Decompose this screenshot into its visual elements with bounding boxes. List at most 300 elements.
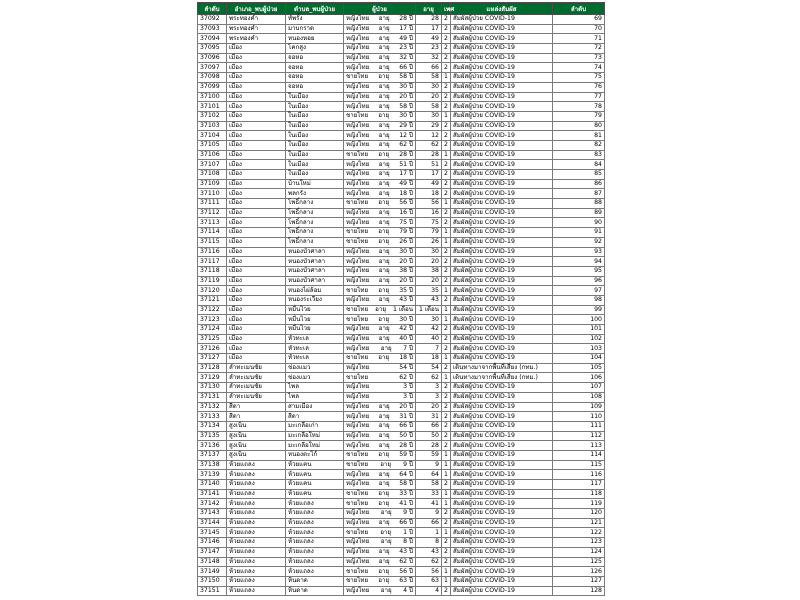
cell-sex: 2 [442, 295, 451, 305]
cell-patient [344, 286, 416, 296]
cell-exposure-source: สัมผัสผู้ป่วย COVID-19 [451, 286, 553, 296]
cell-district: เมือง [227, 121, 286, 131]
patient-age-text: 62 ปี [399, 373, 413, 381]
cell-subdistrict: โพธิ์กลาง [286, 208, 344, 218]
patient-age-text: 30 ปี [399, 315, 413, 323]
cell-sex: 2 [442, 518, 451, 528]
patient-sex-nationality: หญิงไทย [346, 131, 370, 139]
patient-text [346, 383, 413, 391]
patient-text [346, 199, 413, 207]
cell-age: 28 [416, 15, 442, 25]
patient-age-text: 18 ปี [399, 354, 413, 362]
cell-exposure-source: สัมผัสผู้ป่วย COVID-19 [451, 73, 553, 83]
cell-subdistrict: ไพล [286, 383, 344, 393]
patient-sex-nationality: หญิงไทย [346, 267, 370, 275]
patient-age-text: 58 ปี [399, 102, 413, 110]
cell-patient [344, 509, 416, 519]
cell-patient [344, 489, 416, 499]
table-row [198, 24, 605, 34]
cell-sex: 2 [442, 218, 451, 228]
cell-exposure-source: สัมผัสผู้ป่วย COVID-19 [451, 567, 553, 577]
patient-age-label: อายุ [378, 519, 390, 527]
cell-exposure-source: สัมผัสผู้ป่วย COVID-19 [451, 24, 553, 34]
cell-exposure-source: เดินทางมาจากพื้นที่เสี่ยง (กทม.) [451, 373, 553, 383]
table-row [198, 518, 605, 528]
header-sequence: ลำดับ [553, 3, 605, 15]
patient-sex-nationality: หญิงไทย [346, 121, 370, 129]
table-row [198, 480, 605, 490]
cell-patient [344, 470, 416, 480]
cell-exposure-source: สัมผัสผู้ป่วย COVID-19 [451, 208, 553, 218]
cell-sex: 2 [442, 179, 451, 189]
cell-sex: 2 [442, 34, 451, 44]
cell-patient [344, 82, 416, 92]
cell-district: ห้วยแถลง [227, 538, 286, 548]
cell-district: เมือง [227, 218, 286, 228]
cell-sequence: 111 [553, 421, 605, 431]
patient-text [346, 577, 413, 585]
cell-exposure-source: สัมผัสผู้ป่วย COVID-19 [451, 334, 553, 344]
patient-sex-nationality: ชายไทย [346, 354, 369, 362]
patient-age-text: 1 ปี [403, 528, 413, 536]
patient-age-label: อายุ [378, 335, 390, 343]
cell-subdistrict: ห้วยแคน [286, 480, 344, 490]
patient-sex-nationality: ชายไทย [346, 577, 369, 585]
patient-text [346, 83, 413, 91]
table-row [198, 402, 605, 412]
cell-sex: 1 [442, 489, 451, 499]
cell-patient [344, 528, 416, 538]
table-row [198, 63, 605, 73]
cell-district: ห้วยแถลง [227, 518, 286, 528]
cell-sex: 2 [442, 363, 451, 373]
cell-age: 17 [416, 170, 442, 180]
cell-sequence: 86 [553, 179, 605, 189]
cell-sex: 1 [442, 237, 451, 247]
cell-sex: 1 [442, 286, 451, 296]
cell-patient [344, 460, 416, 470]
patient-age-text: 20 ปี [399, 276, 413, 284]
table-row [198, 538, 605, 548]
cell-patient [344, 295, 416, 305]
cell-subdistrict: หนองบัวศาลา [286, 247, 344, 257]
cell-patient [344, 547, 416, 557]
cell-case-number: 37149 [198, 567, 227, 577]
header-district: อำเภอ_พบผู้ป่วย [227, 3, 286, 15]
cell-patient [344, 257, 416, 267]
table-row [198, 392, 605, 402]
cell-sex: 2 [442, 431, 451, 441]
cell-sex: 2 [442, 334, 451, 344]
cell-case-number: 37129 [198, 373, 227, 383]
cell-district: เมือง [227, 237, 286, 247]
cell-age: 12 [416, 131, 442, 141]
patient-age-text: 41 ปี [399, 499, 413, 507]
patient-age-label: อายุ [378, 412, 390, 420]
cell-sequence: 95 [553, 266, 605, 276]
patient-age-text: 42 ปี [399, 325, 413, 333]
patient-age-label: อายุ [378, 451, 390, 459]
cell-patient [344, 305, 416, 315]
header-patient: ผู้ป่วย [344, 3, 416, 15]
patient-text [346, 587, 413, 595]
table-row [198, 82, 605, 92]
patient-text [346, 325, 413, 333]
header-case-number: ลำดับ [198, 3, 227, 15]
cell-sequence: 123 [553, 538, 605, 548]
table-row [198, 92, 605, 102]
cell-sex: 2 [442, 82, 451, 92]
cell-age: 51 [416, 160, 442, 170]
cell-subdistrict: มาบกราด [286, 24, 344, 34]
patient-sex-nationality: ชายไทย [346, 373, 369, 381]
patient-sex-nationality: หญิงไทย [346, 538, 370, 546]
cell-exposure-source: สัมผัสผู้ป่วย COVID-19 [451, 150, 553, 160]
cell-district: สีดา [227, 402, 286, 412]
patient-age-label: อายุ [378, 112, 390, 120]
patient-age-text: 66 ปี [399, 519, 413, 527]
cell-patient [344, 228, 416, 238]
cell-district: เมือง [227, 295, 286, 305]
patient-text [346, 248, 413, 256]
cell-district: เมือง [227, 354, 286, 364]
patient-age-label: อายุ [378, 577, 390, 585]
patient-age-text: 9 ปี [403, 509, 413, 517]
patient-text [346, 93, 413, 101]
table-row [198, 354, 605, 364]
patient-text [346, 238, 413, 246]
cell-subdistrict: ห้วยแถลง [286, 528, 344, 538]
patient-age-label: อายุ [380, 586, 392, 594]
table-row [198, 286, 605, 296]
patient-age-label: อายุ [378, 131, 390, 139]
cell-exposure-source: สัมผัสผู้ป่วย COVID-19 [451, 383, 553, 393]
patient-sex-nationality: หญิงไทย [346, 54, 370, 62]
cell-sex: 2 [442, 92, 451, 102]
patient-text [346, 364, 413, 372]
patient-age-label: อายุ [378, 141, 390, 149]
cell-age: 66 [416, 518, 442, 528]
cell-sequence: 110 [553, 412, 605, 422]
cell-case-number: 37092 [198, 15, 227, 25]
cell-age: 26 [416, 237, 442, 247]
cell-exposure-source: สัมผัสผู้ป่วย COVID-19 [451, 82, 553, 92]
patient-age-label: อายุ [378, 209, 390, 217]
patient-text [346, 500, 413, 508]
patient-sex-nationality: ชายไทย [346, 451, 369, 459]
cell-exposure-source: สัมผัสผู้ป่วย COVID-19 [451, 344, 553, 354]
patient-sex-nationality: ชายไทย [346, 499, 369, 507]
cell-case-number: 37096 [198, 53, 227, 63]
cell-sequence: 87 [553, 189, 605, 199]
cell-sex: 1 [442, 111, 451, 121]
cell-age: 23 [416, 44, 442, 54]
cell-subdistrict: บ้านใหม่ [286, 179, 344, 189]
patient-sex-nationality: หญิงไทย [346, 209, 370, 217]
cell-sex: 2 [442, 53, 451, 63]
patient-sex-nationality: หญิงไทย [346, 586, 370, 594]
patient-text [346, 287, 413, 295]
cell-case-number: 37110 [198, 189, 227, 199]
patient-age-text: 38 ปี [399, 267, 413, 275]
cell-patient [344, 518, 416, 528]
cell-subdistrict: โพธิ์กลาง [286, 199, 344, 209]
cell-case-number: 37108 [198, 170, 227, 180]
patient-text [346, 132, 413, 140]
cell-sequence: 94 [553, 257, 605, 267]
patient-sex-nationality: ชายไทย [346, 528, 369, 536]
patient-age-text: 7 ปี [403, 344, 413, 352]
cell-district: เมือง [227, 257, 286, 267]
cell-age: 56 [416, 567, 442, 577]
cell-district: สูงเนิน [227, 450, 286, 460]
patient-age-label: อายุ [378, 73, 390, 81]
cell-sequence: 99 [553, 305, 605, 315]
cell-sex: 1 [442, 567, 451, 577]
cell-case-number: 37132 [198, 402, 227, 412]
cell-district: เมือง [227, 170, 286, 180]
cell-subdistrict: ห้วยแถลง [286, 499, 344, 509]
patient-text [346, 161, 413, 169]
cell-district: เมือง [227, 189, 286, 199]
cell-case-number: 37141 [198, 489, 227, 499]
patient-age-label: อายุ [378, 276, 390, 284]
cell-subdistrict: ช่องแมว [286, 363, 344, 373]
cell-exposure-source: สัมผัสผู้ป่วย COVID-19 [451, 392, 553, 402]
cell-subdistrict: ในเมือง [286, 102, 344, 112]
cell-sequence: 122 [553, 528, 605, 538]
patient-sex-nationality: ชายไทย [346, 490, 369, 498]
cell-case-number: 37145 [198, 528, 227, 538]
patient-age-label: อายุ [378, 199, 390, 207]
cell-patient [344, 421, 416, 431]
table-row [198, 44, 605, 54]
cell-patient [344, 363, 416, 373]
patient-age-label: อายุ [375, 305, 386, 313]
cell-age: 54 [416, 363, 442, 373]
cell-district: ห้วยแถลง [227, 547, 286, 557]
patient-sex-nationality: หญิงไทย [346, 393, 370, 401]
cell-district: เมือง [227, 286, 286, 296]
cell-age: 32 [416, 53, 442, 63]
cell-age: 20 [416, 257, 442, 267]
cell-age: 33 [416, 489, 442, 499]
cell-sex: 2 [442, 208, 451, 218]
table-row [198, 111, 605, 121]
patient-age-label: อายุ [378, 315, 390, 323]
cell-district: ห้วยแถลง [227, 528, 286, 538]
patient-sex-nationality: ชายไทย [346, 112, 369, 120]
patient-age-text: 66 ปี [399, 422, 413, 430]
cell-age: 31 [416, 412, 442, 422]
cell-patient [344, 499, 416, 509]
cell-district: พระทองคำ [227, 24, 286, 34]
patient-sex-nationality: หญิงไทย [346, 102, 370, 110]
patient-text [346, 103, 413, 111]
cell-case-number: 37104 [198, 131, 227, 141]
cell-case-number: 37127 [198, 354, 227, 364]
cell-exposure-source: สัมผัสผู้ป่วย COVID-19 [451, 421, 553, 431]
patient-text [346, 354, 413, 362]
cell-subdistrict: มะเกลือใหม่ [286, 431, 344, 441]
cell-patient [344, 325, 416, 335]
cell-sex: 1 [442, 470, 451, 480]
patient-age-label: อายุ [378, 296, 390, 304]
cell-exposure-source: สัมผัสผู้ป่วย COVID-19 [451, 179, 553, 189]
cell-age: 9 [416, 509, 442, 519]
cell-sequence: 97 [553, 286, 605, 296]
cell-district: เมือง [227, 73, 286, 83]
cell-case-number: 37103 [198, 121, 227, 131]
cell-sex: 2 [442, 383, 451, 393]
cell-case-number: 37118 [198, 266, 227, 276]
cell-patient [344, 538, 416, 548]
cell-case-number: 37122 [198, 305, 227, 315]
cell-sex: 2 [442, 121, 451, 131]
cell-subdistrict: ห้วยแถลง [286, 547, 344, 557]
cell-case-number: 37102 [198, 111, 227, 121]
cell-sequence: 113 [553, 441, 605, 451]
table-row [198, 218, 605, 228]
cell-exposure-source: สัมผัสผู้ป่วย COVID-19 [451, 266, 553, 276]
patient-age-label: อายุ [378, 44, 390, 52]
cell-exposure-source: สัมผัสผู้ป่วย COVID-19 [451, 509, 553, 519]
cell-patient [344, 15, 416, 25]
table-row [198, 431, 605, 441]
cell-patient [344, 170, 416, 180]
cell-sex: 2 [442, 402, 451, 412]
cell-sequence: 70 [553, 24, 605, 34]
patient-age-label: อายุ [378, 325, 390, 333]
cell-case-number: 37093 [198, 24, 227, 34]
cell-district: เมือง [227, 44, 286, 54]
patient-sex-nationality: หญิงไทย [346, 519, 370, 527]
patient-age-text: 59 ปี [399, 451, 413, 459]
cell-patient [344, 480, 416, 490]
cell-age: 30 [416, 315, 442, 325]
cell-exposure-source: สัมผัสผู้ป่วย COVID-19 [451, 63, 553, 73]
cell-sex: 2 [442, 170, 451, 180]
cell-case-number: 37107 [198, 160, 227, 170]
cell-district: เมือง [227, 247, 286, 257]
cell-patient [344, 354, 416, 364]
table-row [198, 499, 605, 509]
patient-text [346, 519, 413, 527]
patient-text [346, 480, 413, 488]
header-sex: เพศ [442, 3, 451, 15]
patient-text [346, 374, 413, 382]
cell-case-number: 37131 [198, 392, 227, 402]
patient-age-text: 58 ปี [399, 73, 413, 81]
cell-case-number: 37140 [198, 480, 227, 490]
cell-sex: 2 [442, 325, 451, 335]
header-subdistrict: ตำบล_พบผู้ป่วย [286, 3, 344, 15]
cell-sequence: 126 [553, 567, 605, 577]
cell-sequence: 89 [553, 208, 605, 218]
cell-exposure-source: สัมผัสผู้ป่วย COVID-19 [451, 199, 553, 209]
patient-text [346, 44, 413, 52]
cell-sex: 2 [442, 509, 451, 519]
cell-district: ห้วยแถลง [227, 557, 286, 567]
cell-district: ลำทะเมนชัย [227, 363, 286, 373]
patient-sex-nationality: หญิงไทย [346, 557, 370, 565]
cell-district: เมือง [227, 334, 286, 344]
table-row [198, 383, 605, 393]
cell-sequence: 121 [553, 518, 605, 528]
patient-sex-nationality: ชายไทย [346, 150, 369, 158]
table-row [198, 179, 605, 189]
cell-district: เมือง [227, 150, 286, 160]
patient-sex-nationality: ชายไทย [346, 286, 369, 294]
cell-age: 49 [416, 179, 442, 189]
cell-exposure-source: สัมผัสผู้ป่วย COVID-19 [451, 92, 553, 102]
patient-sex-nationality: หญิงไทย [346, 15, 370, 23]
patient-sex-nationality: หญิงไทย [346, 257, 370, 265]
cell-age: 38 [416, 266, 442, 276]
patient-text [346, 54, 413, 62]
cell-patient [344, 24, 416, 34]
patient-age-label: อายุ [378, 218, 390, 226]
cell-district: พระทองคำ [227, 15, 286, 25]
cell-exposure-source: สัมผัสผู้ป่วย COVID-19 [451, 111, 553, 121]
cell-subdistrict: หินดาด [286, 586, 344, 596]
cell-patient [344, 383, 416, 393]
patient-age-label: อายุ [378, 470, 390, 478]
cell-age: 30 [416, 247, 442, 257]
patient-text [346, 228, 413, 236]
cell-subdistrict: หัวทะเล [286, 334, 344, 344]
cell-age: 3 [416, 392, 442, 402]
patient-age-label: อายุ [378, 548, 390, 556]
patient-text [346, 15, 413, 23]
cell-sequence: 82 [553, 140, 605, 150]
cell-district: เมือง [227, 102, 286, 112]
patient-text [346, 112, 413, 120]
patient-age-label: อายุ [378, 499, 390, 507]
cell-sex: 1 [442, 228, 451, 238]
cell-case-number: 37116 [198, 247, 227, 257]
patient-sex-nationality: หญิงไทย [346, 63, 370, 71]
patient-age-label: อายุ [378, 15, 390, 23]
cell-sequence: 96 [553, 276, 605, 286]
cell-district: ห้วยแถลง [227, 460, 286, 470]
patient-age-label: อายุ [378, 63, 390, 71]
cell-sex: 2 [442, 257, 451, 267]
cell-sex: 2 [442, 412, 451, 422]
cell-district: พระทองคำ [227, 34, 286, 44]
cell-patient [344, 92, 416, 102]
cell-subdistrict: ห้วยแถลง [286, 557, 344, 567]
cell-sex: 2 [442, 160, 451, 170]
cell-sex: 2 [442, 266, 451, 276]
cell-exposure-source: สัมผัสผู้ป่วย COVID-19 [451, 160, 553, 170]
cell-case-number: 37136 [198, 441, 227, 451]
cell-sex: 2 [442, 15, 451, 25]
patient-age-label: อายุ [378, 567, 390, 575]
cell-age: 66 [416, 421, 442, 431]
cell-subdistrict: ห้วยแถลง [286, 538, 344, 548]
patient-text [346, 190, 413, 198]
cell-subdistrict: หนองบัวศาลา [286, 266, 344, 276]
cell-exposure-source: สัมผัสผู้ป่วย COVID-19 [451, 315, 553, 325]
cell-age: 58 [416, 102, 442, 112]
patient-age-text: 16 ปี [399, 209, 413, 217]
cell-sequence: 114 [553, 450, 605, 460]
cell-case-number: 37128 [198, 363, 227, 373]
patient-age-text: 20 ปี [399, 257, 413, 265]
cell-subdistrict: จอหอ [286, 73, 344, 83]
patient-sex-nationality: หญิงไทย [346, 325, 370, 333]
